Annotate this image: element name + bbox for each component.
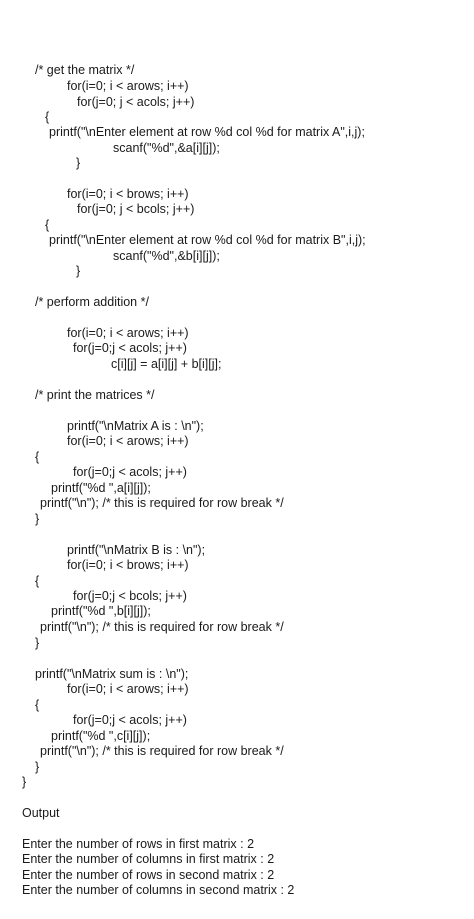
code-line: for(j=0;j < acols; j++) — [73, 341, 187, 355]
code-line: for(j=0;j < acols; j++) — [73, 713, 187, 727]
output-line: Enter the number of rows in second matrix : 2 — [22, 868, 275, 882]
output-heading: Output — [22, 806, 60, 820]
code-line: { — [45, 218, 50, 232]
code-line: for(i=0; i < brows; i++) — [67, 187, 189, 201]
code-line: for(i=0; i < arows; i++) — [67, 79, 189, 93]
output-line: Enter the number of columns in second matrix : 2 — [22, 883, 295, 897]
code-line: { — [35, 574, 40, 588]
code-line: for(j=0; j < bcols; j++) — [77, 202, 195, 216]
code-line: printf("\n"); /* this is required for row break */ — [40, 496, 284, 510]
code-line: for(i=0; i < arows; i++) — [67, 326, 189, 340]
code-line: printf("%d ",b[i][j]); — [51, 604, 151, 618]
code-line: for(j=0;j < bcols; j++) — [73, 589, 187, 603]
code-line: printf("\n"); /* this is required for row break */ — [40, 620, 284, 634]
code-line: printf("\nMatrix B is : \n"); — [67, 543, 206, 557]
code-line: printf("\nEnter element at row %d col %d for matrix B",i,j); — [49, 233, 366, 247]
code-line: printf("%d ",a[i][j]); — [51, 481, 151, 495]
code-line: { — [35, 450, 40, 464]
code-line: printf("\n"); /* this is required for row break */ — [40, 744, 284, 758]
code-line: printf("\nEnter element at row %d col %d for matrix A",i,j); — [49, 125, 365, 139]
code-line: c[i][j] = a[i][j] + b[i][j]; — [111, 357, 222, 371]
output-line: Enter the number of columns in first matrix : 2 — [22, 852, 275, 866]
code-line: for(i=0; i < arows; i++) — [67, 682, 189, 696]
code-line: { — [45, 110, 50, 124]
code-line: scanf("%d",&b[i][j]); — [113, 249, 220, 263]
code-line: printf("\nMatrix A is : \n"); — [67, 419, 204, 433]
code-line: for(j=0;j < acols; j++) — [73, 465, 187, 479]
code-line: } — [35, 760, 40, 774]
code-line: { — [35, 698, 40, 712]
code-line: printf("%d ",c[i][j]); — [51, 729, 151, 743]
code-comment: /* perform addition */ — [35, 295, 149, 309]
code-comment: /* get the matrix */ — [35, 63, 135, 77]
code-line: for(j=0; j < acols; j++) — [77, 95, 195, 109]
code-line: } — [76, 264, 81, 278]
code-line: } — [76, 156, 81, 170]
code-line: } — [22, 775, 27, 789]
code-line: } — [35, 636, 40, 650]
code-line: for(i=0; i < arows; i++) — [67, 434, 189, 448]
code-line: scanf("%d",&a[i][j]); — [113, 141, 220, 155]
code-line: printf("\nMatrix sum is : \n"); — [35, 667, 189, 681]
code-line: } — [35, 512, 40, 526]
code-comment: /* print the matrices */ — [35, 388, 155, 402]
code-line: for(i=0; i < brows; i++) — [67, 558, 189, 572]
output-line: Enter the number of rows in first matrix : 2 — [22, 837, 255, 851]
